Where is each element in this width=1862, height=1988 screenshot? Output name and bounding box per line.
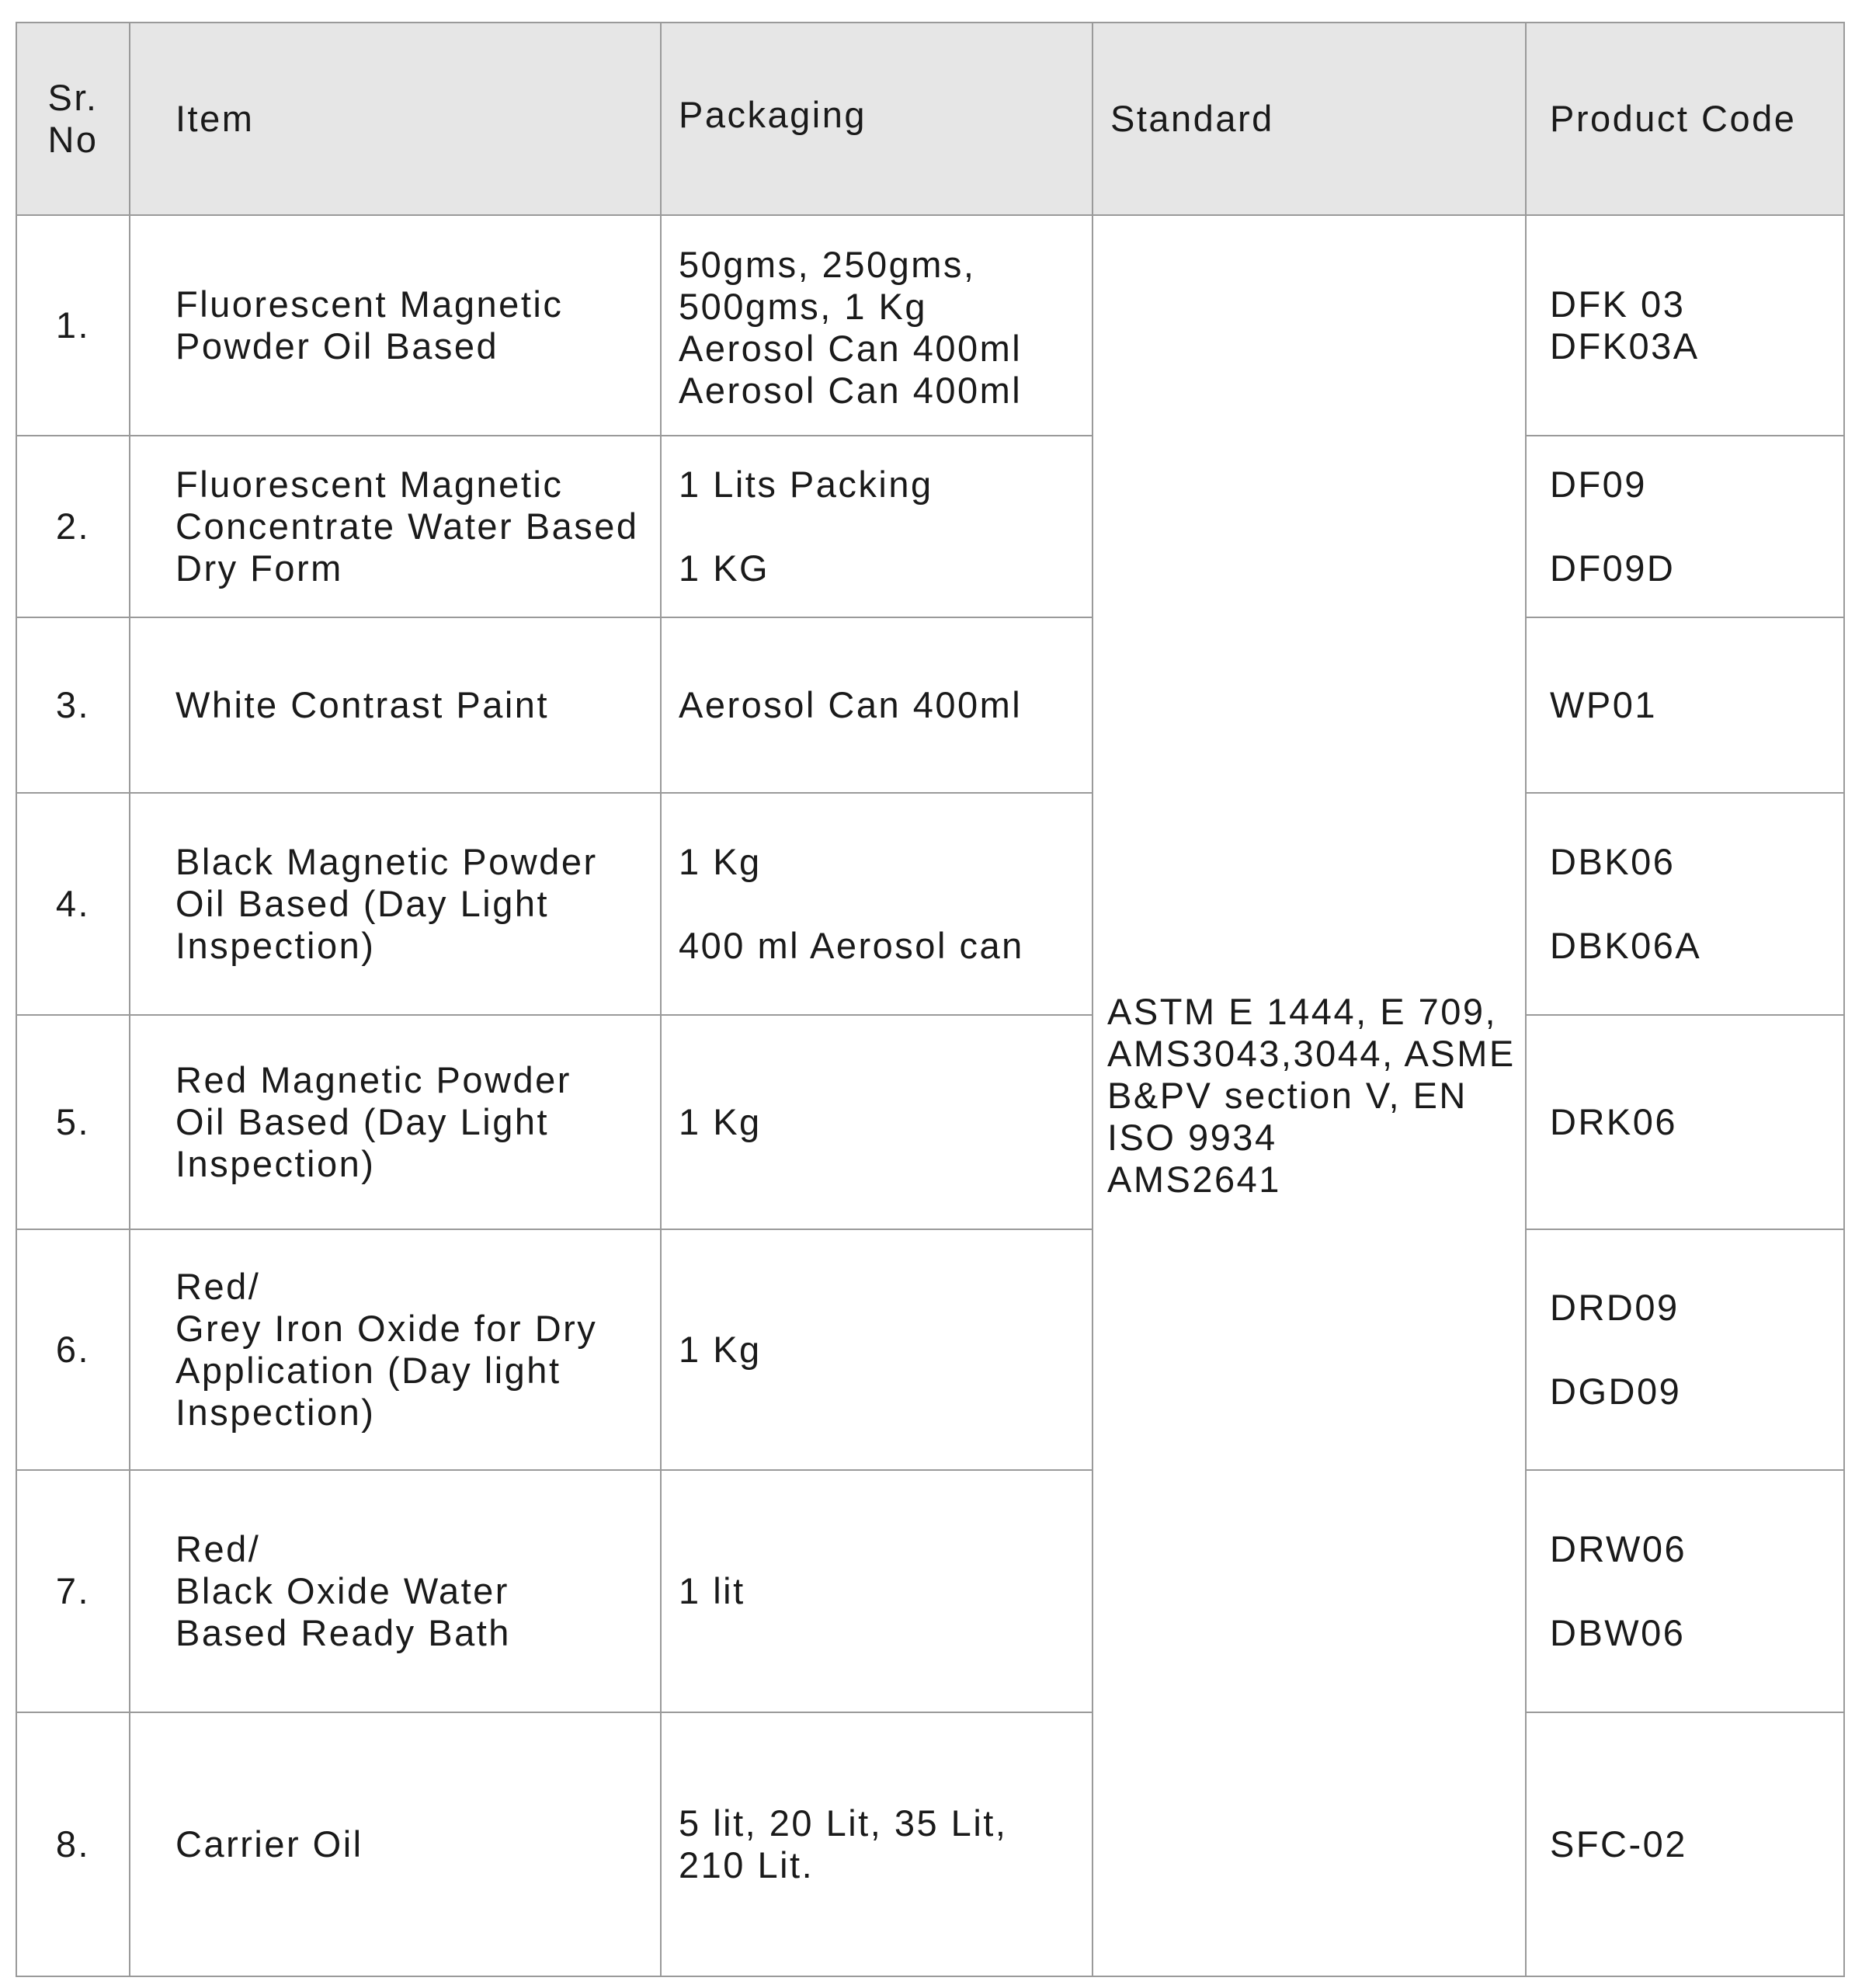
packaging-cell: 1 lit: [661, 1470, 1093, 1712]
sr-no-cell: 1.: [16, 215, 130, 436]
product-code-cell: DFK 03 DFK03A: [1526, 215, 1844, 436]
item-cell: Black Magnetic Powder Oil Based (Day Light Inspection): [130, 793, 661, 1015]
item-cell: Fluorescent Magnetic Concentrate Water Based Dry Form: [130, 436, 661, 617]
product-code-cell: DBK06 DBK06A: [1526, 793, 1844, 1015]
table-row: [16, 436, 1844, 617]
product-code-cell: SFC-02: [1526, 1712, 1844, 1976]
product-code-cell: DRK06: [1526, 1015, 1844, 1229]
packaging-cell: 1 Kg 400 ml Aerosol can: [661, 793, 1093, 1015]
sr-no-cell: 8.: [16, 1712, 130, 1976]
header-packaging: Packaging: [661, 23, 1093, 215]
table-row: [16, 1712, 1844, 1976]
packaging-cell: 1 Kg: [661, 1229, 1093, 1470]
sr-no-cell: 4.: [16, 793, 130, 1015]
sr-no-cell: 7.: [16, 1470, 130, 1712]
item-cell: Red Magnetic Powder Oil Based (Day Light Inspection): [130, 1015, 661, 1229]
table-row: [16, 215, 1844, 436]
header-row: [16, 23, 1844, 215]
table-row: [16, 793, 1844, 1015]
packaging-cell: Aerosol Can 400ml: [661, 617, 1093, 793]
item-cell: Fluorescent Magnetic Powder Oil Based: [130, 215, 661, 436]
sr-no-cell: 3.: [16, 617, 130, 793]
header-standard: Standard: [1093, 23, 1526, 215]
table-row: [16, 1470, 1844, 1712]
packaging-cell: 1 Kg: [661, 1015, 1093, 1229]
standard-cell: ASTM E 1444, E 709, AMS3043,3044, ASME B&PV section V, EN ISO 9934 AMS2641: [1093, 215, 1526, 1976]
table-row: [16, 1015, 1844, 1229]
packaging-cell: 50gms, 250gms, 500gms, 1 Kg Aerosol Can 400ml Aerosol Can 400ml: [661, 215, 1093, 436]
product-code-cell: DF09 DF09D: [1526, 436, 1844, 617]
sr-no-cell: 2.: [16, 436, 130, 617]
item-cell: Carrier Oil: [130, 1712, 661, 1976]
item-cell: White Contrast Paint: [130, 617, 661, 793]
item-cell: Red/ Black Oxide Water Based Ready Bath: [130, 1470, 661, 1712]
packaging-cell: 5 lit, 20 Lit, 35 Lit, 210 Lit.: [661, 1712, 1093, 1976]
sr-no-cell: 5.: [16, 1015, 130, 1229]
header-sr-no: Sr. No: [16, 23, 130, 215]
product-code-cell: DRW06 DBW06: [1526, 1470, 1844, 1712]
table-row: [16, 617, 1844, 793]
item-cell: Red/ Grey Iron Oxide for Dry Application (Day light Inspection): [130, 1229, 661, 1470]
product-code-cell: WP01: [1526, 617, 1844, 793]
table-row: [16, 1229, 1844, 1470]
packaging-cell: 1 Lits Packing 1 KG: [661, 436, 1093, 617]
header-item: Item: [130, 23, 661, 215]
sr-no-cell: 6.: [16, 1229, 130, 1470]
product-code-cell: DRD09 DGD09: [1526, 1229, 1844, 1470]
product-table: [16, 22, 1845, 1977]
header-product-code: Product Code: [1526, 23, 1844, 215]
